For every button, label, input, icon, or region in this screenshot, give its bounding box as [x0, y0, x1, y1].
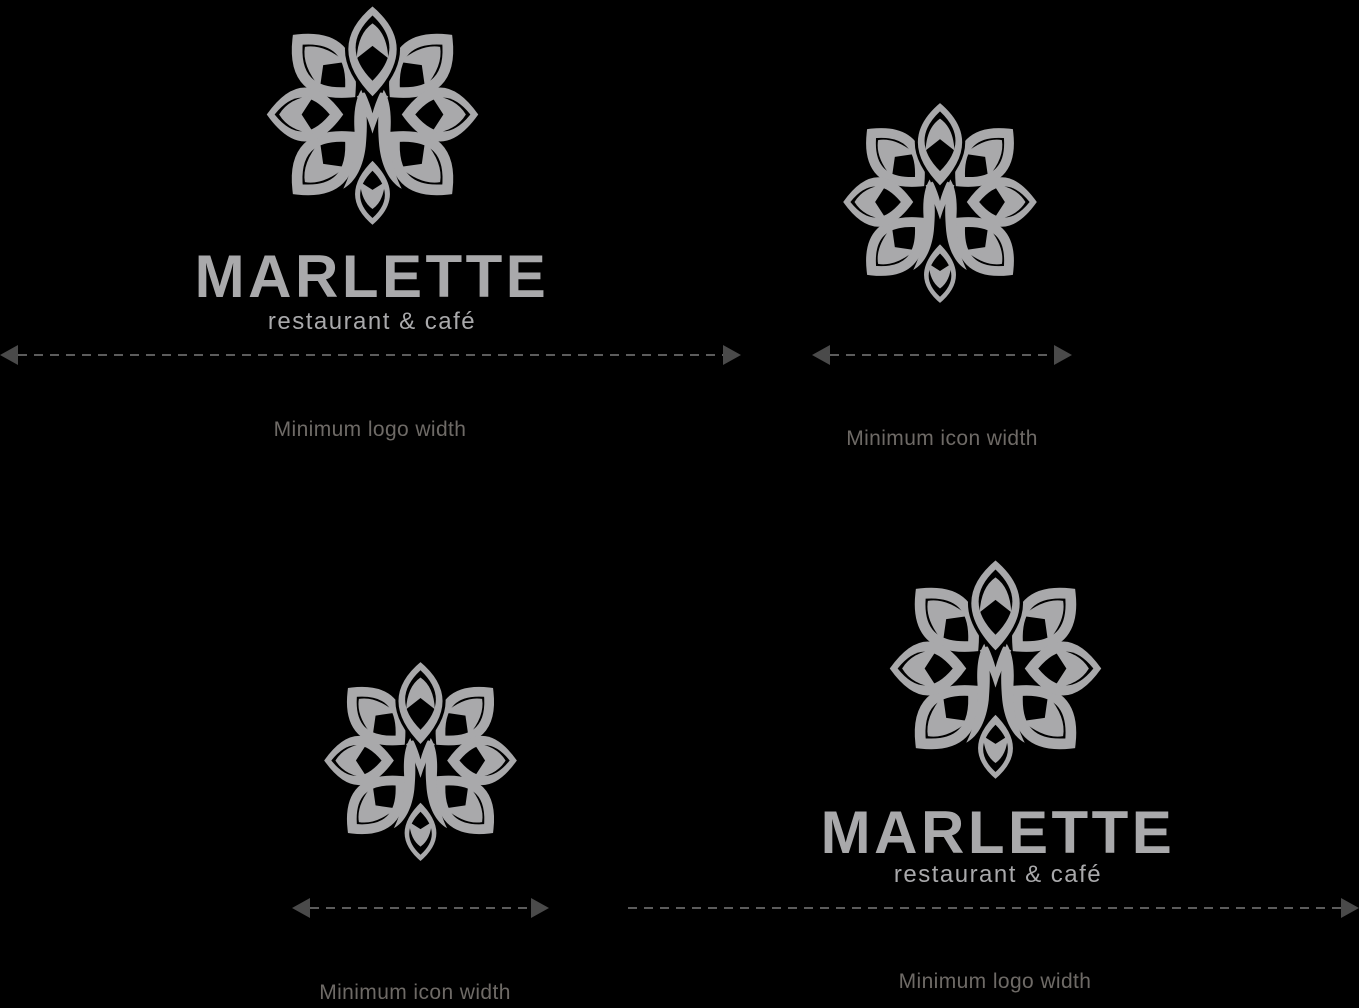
wordmark: MARLETTE	[820, 799, 1176, 866]
marlette-flower-m-icon	[260, 2, 485, 227]
logo-lockup-bottom-right	[883, 556, 1108, 781]
icon-only-top-right	[837, 99, 1043, 305]
arrowhead-left-icon	[292, 898, 310, 918]
dashed-line	[830, 354, 1054, 356]
dashed-line	[628, 907, 1341, 909]
arrowhead-right-icon	[1341, 898, 1359, 918]
arrowhead-right-icon	[1054, 345, 1072, 365]
min-icon-width-arrow-bottom-left	[292, 898, 549, 918]
min-logo-width-caption-bottom-right: Minimum logo width	[898, 970, 1092, 993]
tagline: restaurant & café	[893, 861, 1103, 888]
min-logo-width-arrow-top-left	[0, 345, 741, 365]
logo-lockup-top-left	[260, 2, 485, 227]
dashed-line	[310, 907, 531, 909]
icon-only-bottom-left	[318, 658, 523, 863]
wordmark: MARLETTE	[194, 243, 550, 310]
dashed-line	[18, 354, 723, 356]
arrowhead-right-icon	[723, 345, 741, 365]
arrowhead-left-icon	[812, 345, 830, 365]
tagline: restaurant & café	[267, 308, 477, 335]
marlette-flower-m-icon	[318, 658, 523, 863]
arrowhead-right-icon	[531, 898, 549, 918]
min-logo-width-arrow-bottom-right	[628, 898, 1359, 918]
min-icon-width-caption-bottom-left: Minimum icon width	[319, 981, 511, 1004]
marlette-flower-m-icon	[883, 556, 1108, 781]
marlette-flower-m-icon	[837, 99, 1043, 305]
min-icon-width-arrow-top-right	[812, 345, 1072, 365]
min-icon-width-caption-top-right: Minimum icon width	[846, 427, 1038, 450]
arrowhead-left-icon	[0, 345, 18, 365]
min-logo-width-caption-top-left: Minimum logo width	[273, 418, 467, 441]
